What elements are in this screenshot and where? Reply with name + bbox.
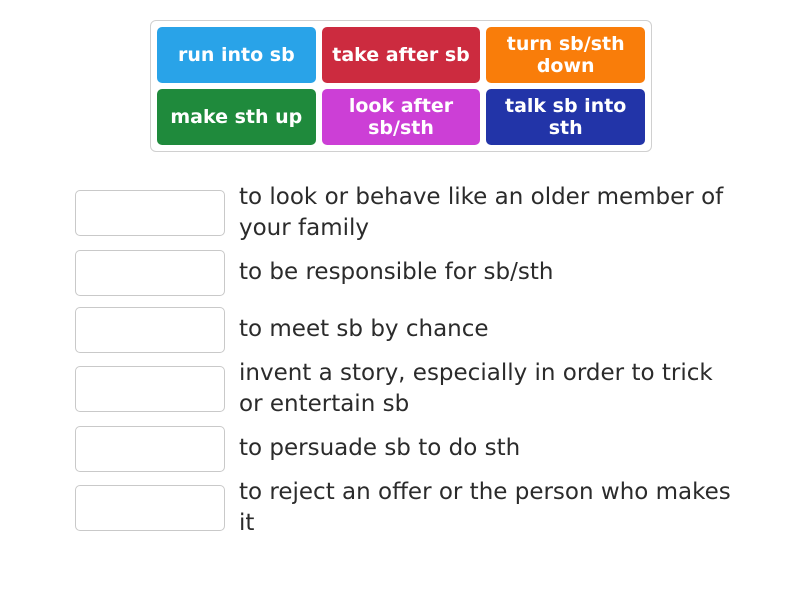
definition-text-6: to reject an offer or the person who makes it (239, 479, 731, 536)
answer-slot-3[interactable] (75, 307, 225, 353)
definition-row (75, 477, 735, 539)
definition-list (75, 182, 735, 539)
definition-text-3: to meet sb by chance (239, 316, 489, 342)
answer-slot-2[interactable] (75, 250, 225, 296)
answer-slot-4[interactable] (75, 366, 225, 412)
word-bank-row (157, 89, 645, 145)
definition-row (75, 182, 735, 244)
word-tile-turn-sb-sth-down[interactable]: turn sb/sth down (486, 27, 645, 83)
definition-text-5: to persuade sb to do sth (239, 435, 521, 461)
answer-slot-6[interactable] (75, 485, 225, 531)
word-tile-make-sth-up[interactable]: make sth up (157, 89, 316, 145)
definition-text-2: to be responsible for sb/sth (239, 259, 554, 285)
definition-row (75, 420, 735, 477)
definition-text-4: invent a story, especially in order to trick or entertain sb (239, 360, 713, 417)
word-tile-take-after-sb[interactable]: take after sb (322, 27, 481, 83)
answer-slot-1[interactable] (75, 190, 225, 236)
word-tile-talk-sb-into-sth[interactable]: talk sb into sth (486, 89, 645, 145)
word-bank (150, 20, 652, 152)
definition-row (75, 301, 735, 358)
definition-row (75, 358, 735, 420)
word-tile-look-after-sb-sth[interactable]: look after sb/sth (322, 89, 481, 145)
definition-text-1: to look or behave like an older member of your family (239, 184, 724, 241)
word-tile-run-into-sb[interactable]: run into sb (157, 27, 316, 83)
definition-row (75, 244, 735, 301)
answer-slot-5[interactable] (75, 426, 225, 472)
word-bank-row (157, 27, 645, 83)
